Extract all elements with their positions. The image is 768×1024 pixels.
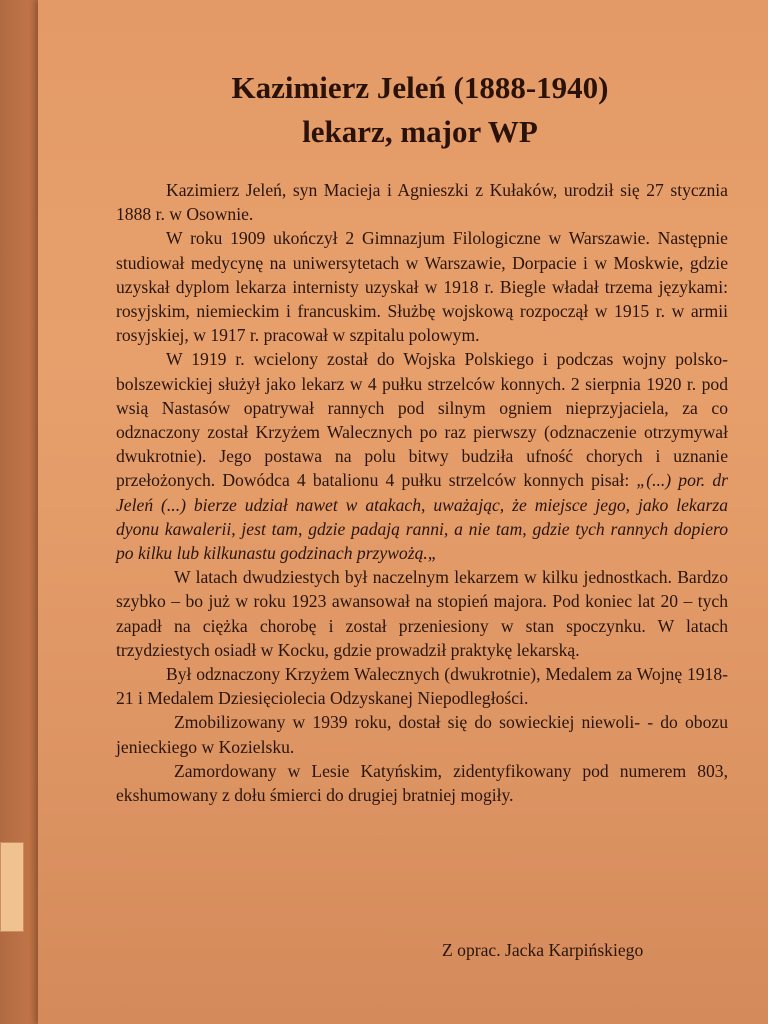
paper-tab xyxy=(0,842,24,932)
paragraph-captivity: Zmobilizowany w 1939 roku, dostał się do sowieckiej niewoli- - do obozu jenieckiego w Kozielsku. xyxy=(116,712,728,757)
paragraph-birth: Kazimierz Jeleń, syn Macieja i Agnieszki z Kułaków, urodził się 27 stycznia 1888 r. w Osownie. xyxy=(116,180,728,225)
paragraph-career: W latach dwudziestych był naczelnym lekarzem w kilku jednostkach. Bardzo szybko – bo już w roku 1923 awansował na stopień majora. Pod koniec lat 20 – tych zapadł na ciężka chorobę i został przeniesiony w stan spoczynku. W latach trzydziestych osiadł w Kocku, gdzie prowadził praktykę lekarską. xyxy=(116,567,728,660)
commander-quote: „(...) por. dr Jeleń (...) bierze udział nawet w atakach, uważając, że miejsce jego, jako lekarza dyonu kawalerii, jest tam, gdzie padają ranni, a nie tam, gdzie tych rannych dopiero po kilku lub kilkunastu godzinach przywożą.„ xyxy=(116,470,728,564)
author-credit: Z oprac. Jacka Karpińskiego xyxy=(442,940,644,960)
title-subtitle-line: lekarz, major WP xyxy=(302,114,538,149)
paragraph-war-service xyxy=(116,347,728,565)
title-name-line: Kazimierz Jeleń (1888-1940) xyxy=(231,70,609,105)
biography-text xyxy=(116,178,728,807)
war-service-text: W 1919 r. wcielony został do Wojska Polskiego i podczas wojny polsko-bolszewickiej służył jako lekarz w 4 pułku strzelców konnych. 2 sierpnia 1920 r. pod wsią Nastasów opatrywał rannych pod silnym ogniem nieprzyjaciela, za co odznaczony został Krzyżem Walecznych po raz pierwszy (odznaczenie otrzymywał dwukrotnie). Jego postawa na polu bitwy budziła ufność chorych i uznanie przełożonych. Dowódca 4 batalionu 4 pułku strzelców konnych pisał: xyxy=(116,349,728,491)
page-title xyxy=(120,66,720,154)
paragraph-death: Zamordowany w Lesie Katyńskim, zidentyfikowany pod numerem 803, ekshumowany z dołu śmierci do drugiej bratniej mogiły. xyxy=(116,760,728,806)
paragraph-education: W roku 1909 ukończył 2 Gimnazjum Filologiczne w Warszawie. Następnie studiował medycynę na uniwersytetach w Warszawie, Dorpacie i w Moskwie, gdzie uzyskał dyplom lekarza internisty uzyskał w 1918 r. Biegle władał trzema językami: rosyjskim, niemieckim i francuskim. Służbę wojskową rozpoczął w 1915 r. w armii rosyjskiej, w 1917 r. pracował w szpitalu polowym. xyxy=(116,228,728,346)
paragraph-decorations: Był odznaczony Krzyżem Walecznych (dwukrotnie), Medalem za Wojnę 1918-21 i Medalem Dziesięciolecia Odzyskanej Niepodległości. xyxy=(116,664,728,709)
